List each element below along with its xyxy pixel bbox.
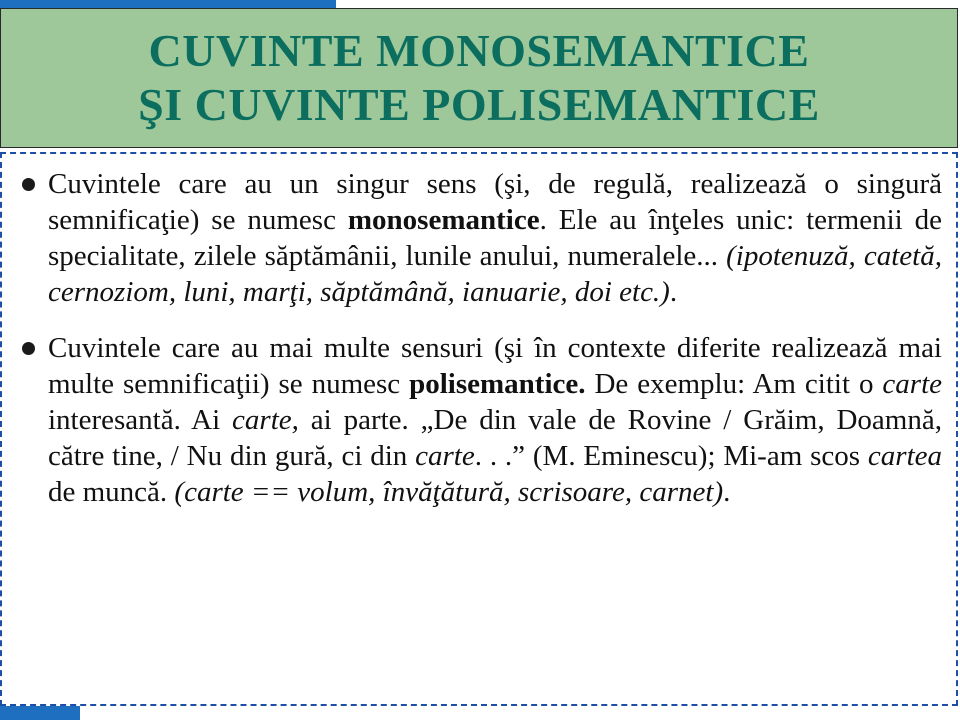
- bullet-segment-normal: . . .” (M. Eminescu); Mi-am scos: [474, 440, 868, 472]
- title-line-2: ŞI CUVINTE POLISEMANTICE: [138, 79, 820, 130]
- bullet-segment-italic: (carte == volum, învăţătură, scrisoare, carnet): [174, 476, 724, 508]
- bullet-segment-normal: de muncă.: [48, 476, 175, 508]
- bullet-list: [16, 166, 942, 530]
- bullet-segment-bold: polisemantice.: [409, 368, 586, 400]
- bullet-segment-bold: monosemantice: [347, 204, 540, 236]
- bullet-segment-italic: cartea: [867, 440, 942, 472]
- bullet-text: [48, 332, 942, 508]
- title-banner: [0, 8, 958, 148]
- bullet-segment-italic: (ipotenuză, catetă, cernoziom, luni, marţi, săptămână, ianuarie, doi etc.): [48, 240, 942, 308]
- bullet-dot-icon: [22, 342, 35, 355]
- bullet-segment-normal: .: [669, 276, 678, 308]
- bullet-segment-italic: carte: [882, 368, 943, 400]
- bullet-segment-normal: interesantă. Ai: [48, 404, 233, 436]
- bullet-item-polisemantic: [16, 330, 942, 510]
- title-line-1: CUVINTE MONOSEMANTICE: [148, 25, 810, 76]
- bullet-segment-normal: .: [723, 476, 731, 508]
- bullet-segment-italic: carte: [415, 440, 475, 472]
- bullet-segment-italic: carte,: [232, 404, 299, 436]
- bullet-text: [48, 168, 942, 308]
- bullet-segment-normal: De exemplu: Am citit o: [585, 368, 883, 400]
- bullet-segment-normal: . Ele au înţeles unic: termenii de specialitate, zilele săptămânii, lunile anului, numeralele...: [48, 204, 943, 272]
- bullet-item-monosemantic: [16, 166, 942, 310]
- content-panel: [0, 152, 958, 706]
- bullet-segment-normal: Cuvintele care au mai multe sensuri (şi în contexte diferite realizează mai multe semnificaţii) se numesc: [48, 332, 942, 400]
- bullet-segment-normal: ai parte. „De din vale de Rovine / Grăim, Doamnă, către tine, / Nu din gură, ci din: [48, 404, 942, 472]
- bullet-dot-icon: [22, 178, 35, 191]
- bullet-segment-normal: Cuvintele care au un singur sens (şi, de regulă, realizează o singură semnificaţie) se numesc: [48, 168, 942, 236]
